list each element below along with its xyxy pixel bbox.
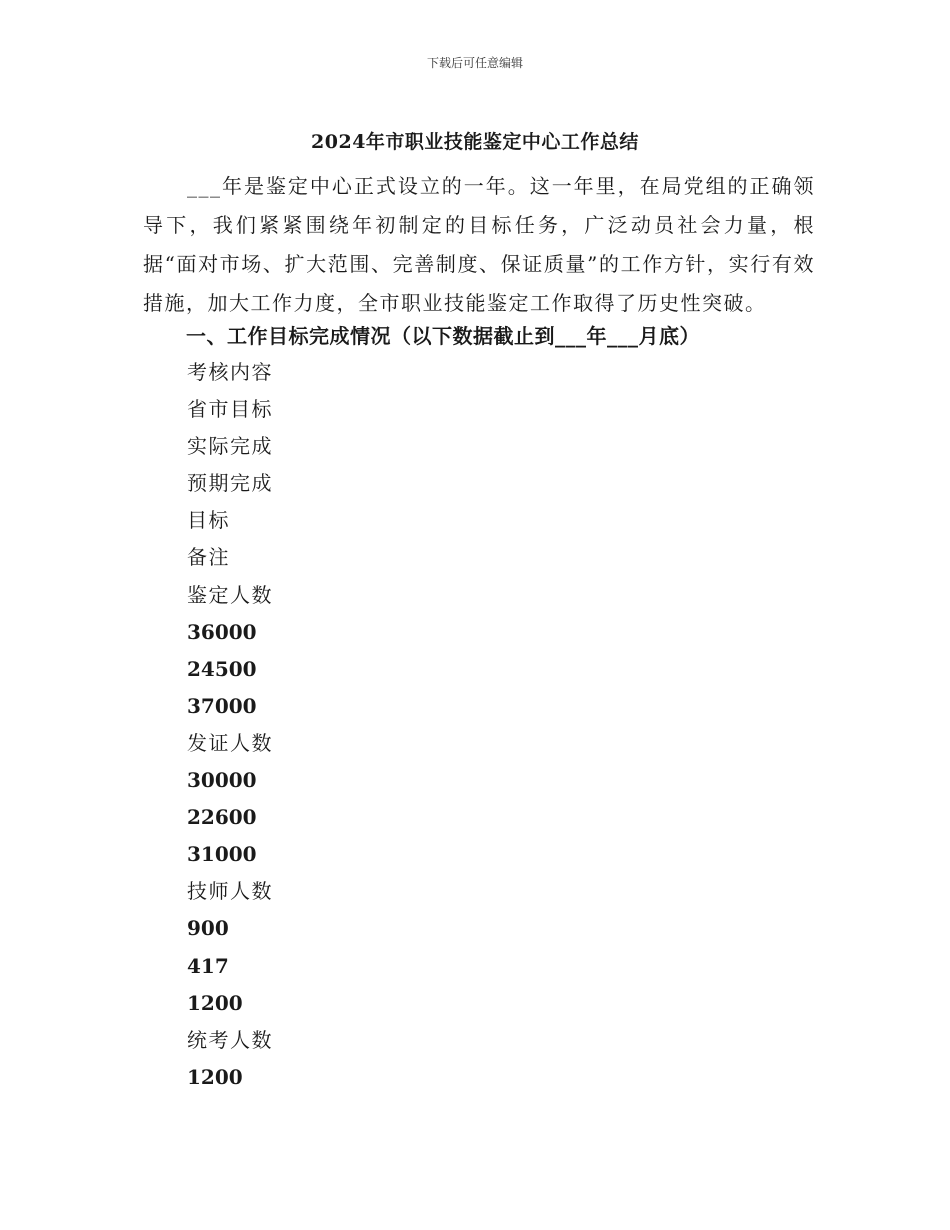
table-cell-label: 技师人数: [187, 879, 273, 904]
table-cell-value: 30000: [187, 768, 257, 793]
table-cell-label: 省市目标: [187, 397, 273, 422]
intro-paragraph-text: ___年是鉴定中心正式设立的一年。这一年里，在局党组的正确领导下，我们紧紧围绕年初制定的目标任务，广泛动员社会力量，根据“面对市场、扩大范围、完善制度、保证质量”的工作方针，实行有效措施，加大工作力度，全市职业技能鉴定工作取得了历史性突破。: [143, 174, 815, 315]
section-heading-goals: 一、工作目标完成情况（以下数据截止到___年___月底）: [186, 324, 700, 348]
page-header-note: 下载后可任意编辑: [426, 56, 523, 70]
table-cell-value: 1200: [187, 990, 243, 1015]
intro-paragraph: [143, 167, 815, 323]
table-cell-label: 统考人数: [187, 1027, 273, 1052]
table-cell-value: 37000: [187, 693, 257, 718]
table-cell-label: 实际完成: [187, 434, 273, 459]
goal-table-cells: [187, 354, 273, 1096]
table-cell-label: 鉴定人数: [187, 582, 273, 607]
table-cell-value: 36000: [187, 619, 257, 644]
table-cell-label: 预期完成: [187, 471, 273, 496]
table-cell-value: 900: [187, 916, 229, 941]
table-cell-value: 31000: [187, 842, 257, 867]
document-title: 2024年市职业技能鉴定中心工作总结: [311, 131, 639, 153]
table-cell-label: 目标: [187, 508, 230, 533]
table-cell-label: 考核内容: [187, 360, 273, 384]
table-cell-label: 备注: [187, 545, 230, 570]
table-cell-value: 24500: [187, 656, 257, 681]
table-cell-value: 22600: [187, 805, 257, 830]
table-cell-label: 发证人数: [187, 730, 273, 755]
table-cell-value: 417: [187, 953, 229, 978]
table-cell-value: 1200: [187, 1064, 243, 1089]
